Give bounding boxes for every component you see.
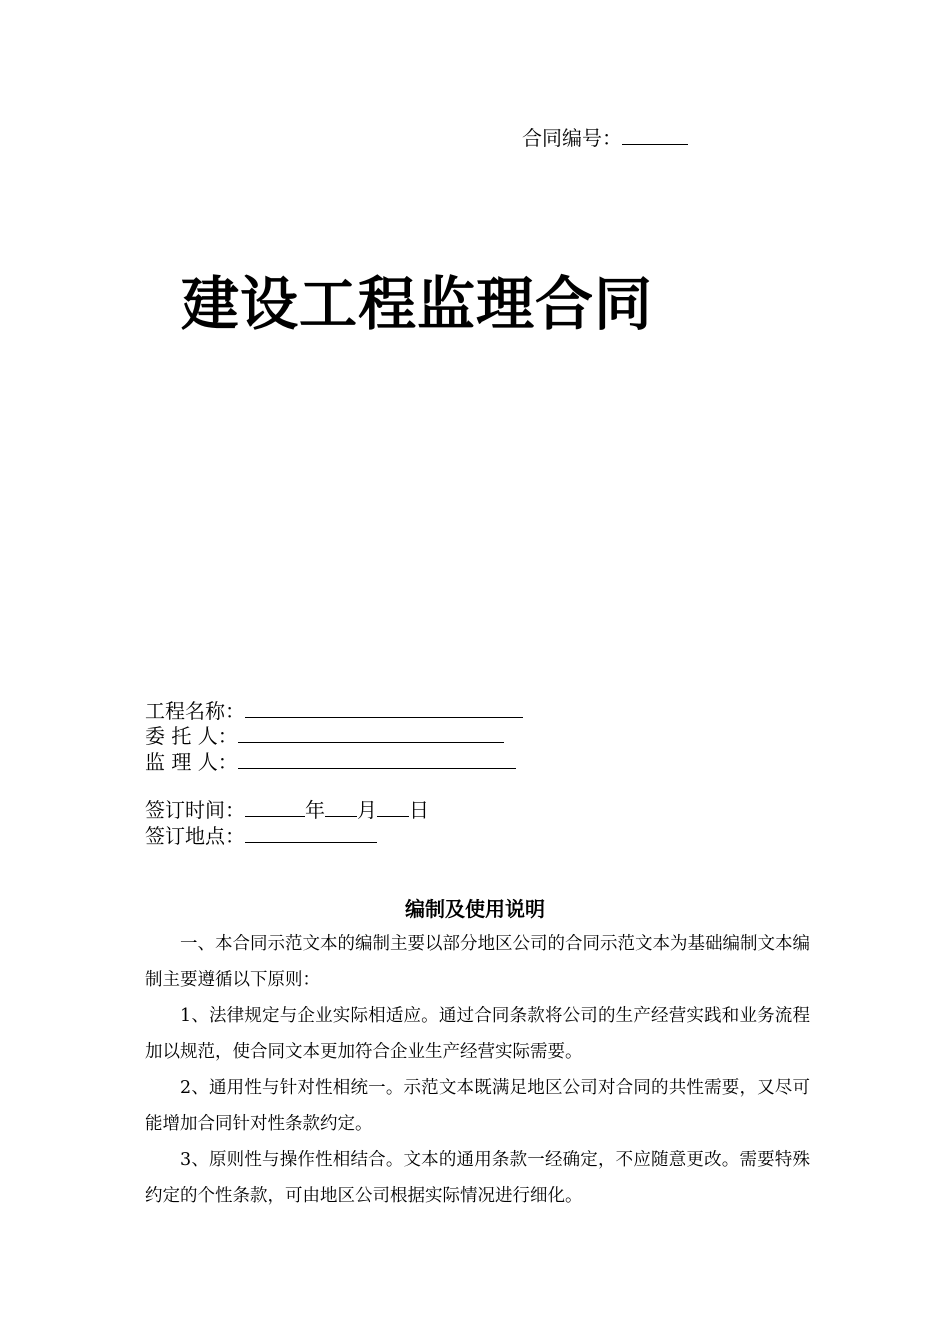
instruction-paragraph-4: 3、原则性与操作性相结合。文本的通用条款一经确定，不应随意更改。需要特殊约定的个性条款，可由地区公司根据实际情况进行细化。 [145, 1150, 810, 1206]
sign-time-field [145, 796, 429, 823]
contract-number-blank[interactable] [622, 122, 688, 145]
day-blank[interactable] [377, 796, 409, 817]
year-blank[interactable] [245, 796, 305, 817]
instructions-heading: 编制及使用说明 [405, 897, 545, 921]
client-blank[interactable] [238, 722, 504, 743]
instruction-paragraph-3: 2、通用性与针对性相统一。示范文本既满足地区公司对合同的共性需要，又尽可能增加合同针对性条款约定。 [145, 1078, 810, 1134]
year-label: 年 [305, 798, 325, 822]
instruction-paragraph-2: 1、法律规定与企业实际相适应。通过合同条款将公司的生产经营实践和业务流程加以规范，使合同文本更加符合企业生产经营实际需要。 [145, 1006, 810, 1062]
instruction-paragraph-1: 一、本合同示范文本的编制主要以部分地区公司的合同示范文本为基础编制文本编制主要遵循以下原则： [145, 934, 810, 990]
sign-place-blank[interactable] [245, 822, 377, 843]
project-name-label: 工程名称： [145, 699, 245, 723]
contract-number-label: 合同编号： [522, 126, 622, 150]
sign-place-label: 签订地点： [145, 824, 245, 848]
month-blank[interactable] [325, 796, 357, 817]
supervisor-blank[interactable] [238, 748, 516, 769]
project-name-field [145, 697, 523, 724]
sign-time-label: 签订时间： [145, 798, 245, 822]
day-label: 日 [409, 798, 429, 822]
project-name-blank[interactable] [245, 697, 523, 718]
supervisor-field [145, 748, 516, 775]
client-label: 委 托 人： [145, 724, 238, 748]
contract-number-line [522, 122, 688, 153]
sign-place-field [145, 822, 377, 849]
client-field [145, 722, 504, 749]
month-label: 月 [357, 798, 377, 822]
supervisor-label: 监 理 人： [145, 750, 238, 774]
document-title: 建设工程监理合同 [181, 270, 654, 338]
